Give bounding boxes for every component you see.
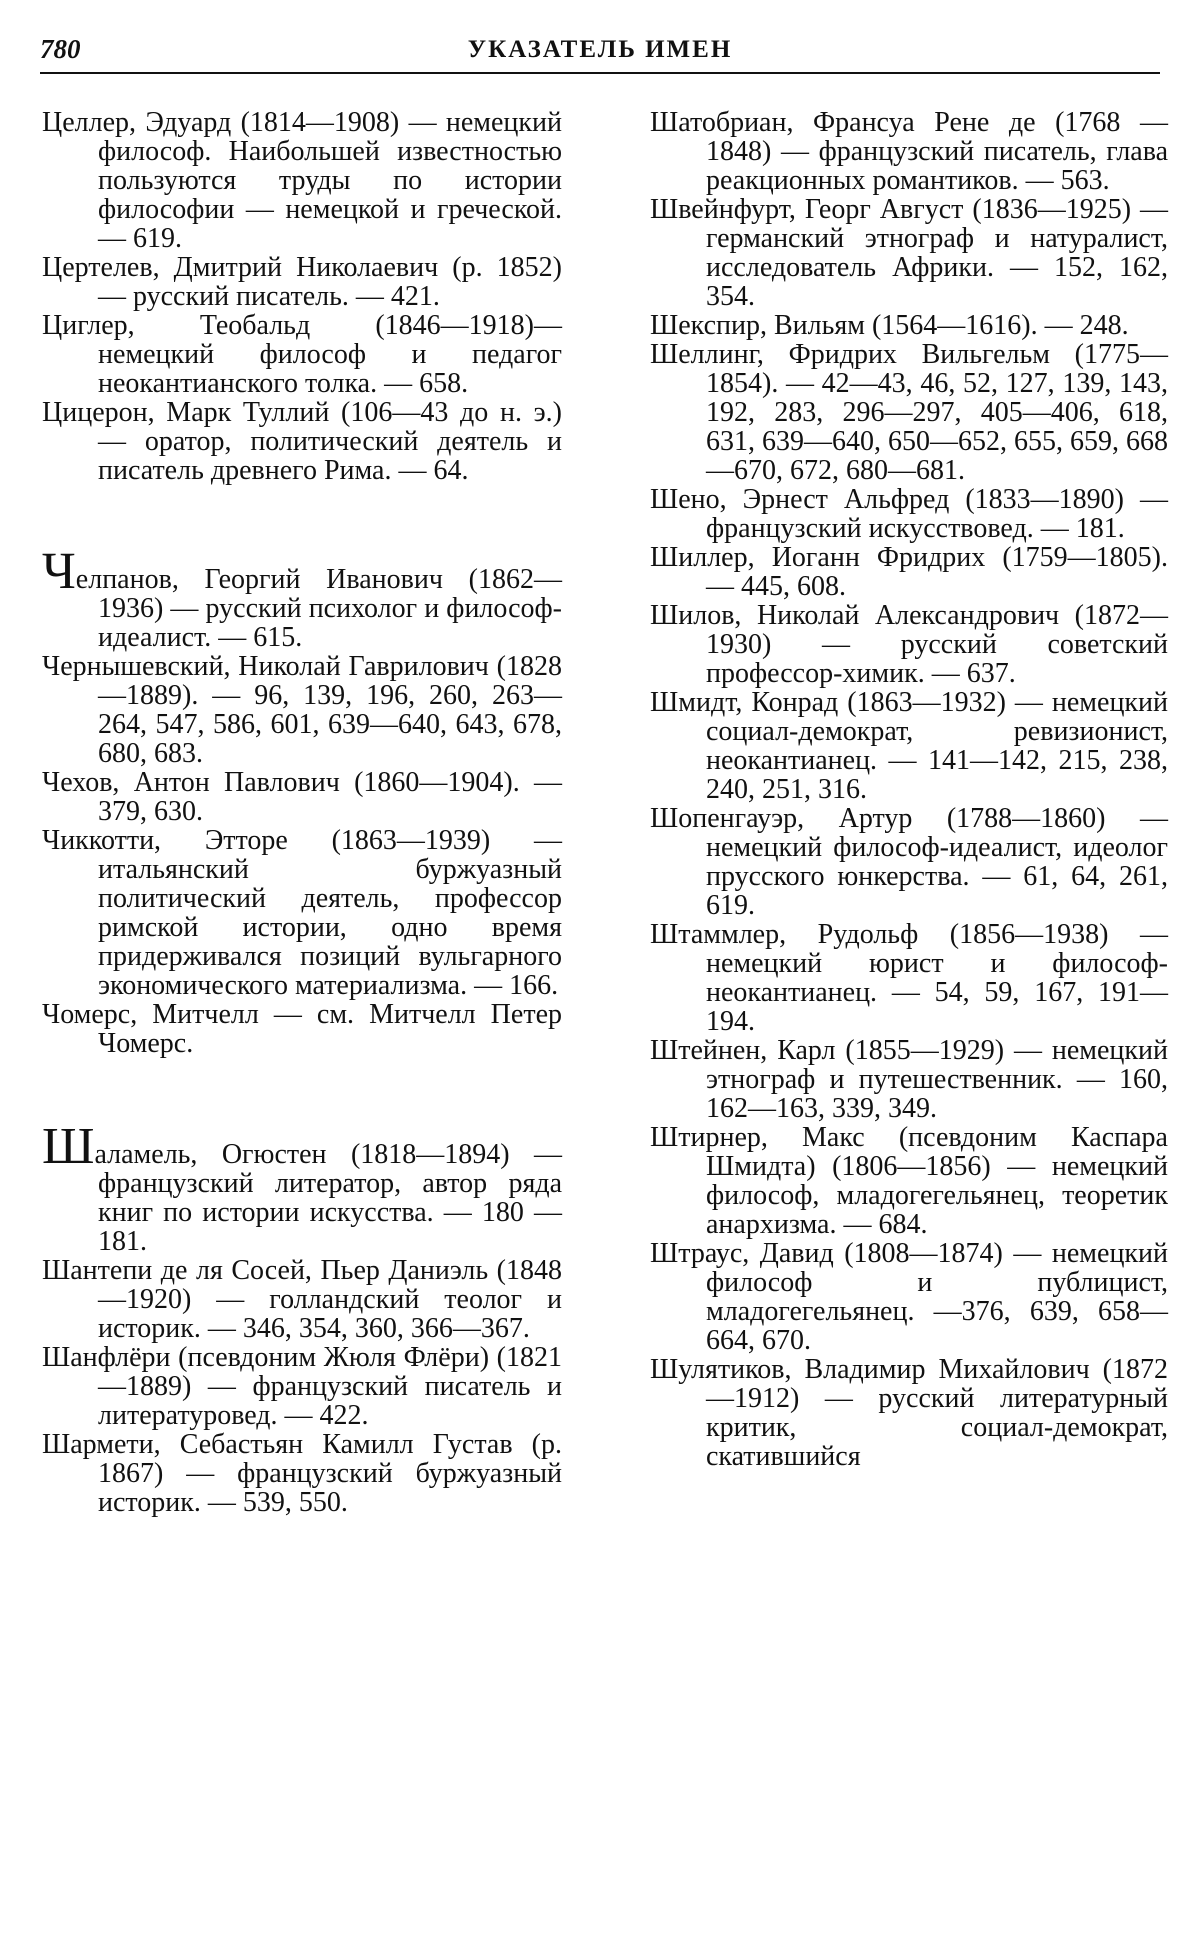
- index-entry: Чомерс, Митчелл — см. Митчелл Петер Чомерс.: [42, 999, 562, 1059]
- index-entry: Штраус, Давид (1808—1874) — немецкий философ и публицист, младогегельянец. —376, 639, 658—664, 670.: [650, 1238, 1168, 1356]
- index-entry: Шиллер, Иоганн Фридрих (1759—1805). — 445, 608.: [650, 542, 1168, 602]
- index-entry: [42, 543, 562, 653]
- page-number: 780: [40, 34, 81, 64]
- right-column: [650, 108, 1168, 1471]
- index-entry: Шено, Эрнест Альфред (1833—1890) — французский искусствовед. — 181.: [650, 484, 1168, 544]
- index-entry: Швейнфурт, Георг Август (1836—1925) — германский этнограф и натуралист, исследователь Африки. — 152, 162, 354.: [650, 194, 1168, 312]
- index-entry: Чиккотти, Этторе (1863—1939) — итальянский буржуазный политический деятель, профессор римской истории, одно время придерживался позиций вульгарного экономического материализма. — 166.: [42, 825, 562, 1001]
- index-entry: Шулятиков, Владимир Михайлович (1872—1912) — русский литературный критик, социал-демократ, скатившийся: [650, 1354, 1168, 1472]
- index-entry: Шилов, Николай Александрович (1872—1930) — русский советский профессор-химик. — 637.: [650, 600, 1168, 689]
- index-entry: Целлер, Эдуард (1814—1908) — немецкий философ. Наибольшей известностью пользуются труды по истории философии — немецкой и греческой. — 619.: [42, 107, 562, 254]
- index-entry: Цертелев, Дмитрий Николаевич (р. 1852) — русский писатель. — 421.: [42, 252, 562, 312]
- index-entry: Шмидт, Конрад (1863—1932) — немецкий социал-демократ, ревизионист, неокантианец. — 141—142, 215, 238, 240, 251, 316.: [650, 687, 1168, 805]
- index-entry: Чехов, Антон Павлович (1860—1904). — 379, 630.: [42, 767, 562, 827]
- index-entry: Циглер, Теобальд (1846—1918)— немецкий философ и педагог неокантианского толка. — 658.: [42, 310, 562, 399]
- drop-cap-letter: Ш: [42, 1118, 95, 1175]
- index-entry: Шеллинг, Фридрих Вильгельм (1775—1854). — 42—43, 46, 52, 127, 139, 143, 192, 283, 296—297, 405—406, 618, 631, 639—640, 650—652, 655, 659, 668—670, 672, 680—681.: [650, 339, 1168, 486]
- index-entry: Штейнен, Карл (1855—1929) — немецкий этнограф и путешественник. — 160, 162—163, 339, 349.: [650, 1035, 1168, 1124]
- entry-text: елпанов, Георгий Иванович (1862—1936) — русский психолог и философ-идеалист. — 615.: [75, 564, 562, 653]
- left-column: [42, 108, 562, 1517]
- index-entry: Шекспир, Вильям (1564—1616). — 248.: [650, 310, 1129, 341]
- index-entry: Цицерон, Марк Туллий (106—43 до н. э.) — оратор, политический деятель и писатель древнего Рима. — 64.: [42, 397, 562, 486]
- index-entry: Штаммлер, Рудольф (1856—1938) — немецкий юрист и философ-неокантианец. — 54, 59, 167, 191—194.: [650, 919, 1168, 1037]
- running-head: УКАЗАТЕЛЬ ИМЕН: [467, 36, 733, 63]
- index-entry: Штирнер, Макс (псевдоним Каспара Шмидта) (1806—1856) — немецкий философ, младогегельянец, теоретик анархизма. — 684.: [650, 1122, 1168, 1240]
- section-gap: [42, 1058, 562, 1132]
- entry-text: аламель, Огюстен (1818—1894) — французский литератор, автор ряда книг по истории искусства. — 180 — 181.: [94, 1139, 562, 1257]
- page-header: [40, 28, 1160, 74]
- drop-cap-letter: Ч: [42, 543, 76, 600]
- index-entry: Шопенгауэр, Артур (1788—1860) — немецкий философ-идеалист, идеолог прусского юнкерства. — 61, 64, 261, 619.: [650, 803, 1168, 921]
- index-entry: Шатобриан, Франсуа Рене де (1768 — 1848) — французский писатель, глава реакционных романтиков. — 563.: [650, 107, 1168, 196]
- index-entry: Шанфлёри (псевдоним Жюля Флёри) (1821—1889) — французский писатель и литературовед. — 422.: [42, 1342, 562, 1431]
- index-entry: Шантепи де ля Сосей, Пьер Даниэль (1848—1920) — голландский теолог и историк. — 346, 354, 360, 366—367.: [42, 1255, 562, 1344]
- index-entry: Шармети, Себастьян Камилл Густав (р. 1867) — французский буржуазный историк. — 539, 550.: [42, 1429, 562, 1518]
- index-entry: [42, 1118, 562, 1257]
- section-gap: [42, 485, 562, 557]
- index-entry: Чернышевский, Николай Гаврилович (1828—1889). — 96, 139, 196, 260, 263—264, 547, 586, 601, 639—640, 643, 678, 680, 683.: [42, 651, 562, 769]
